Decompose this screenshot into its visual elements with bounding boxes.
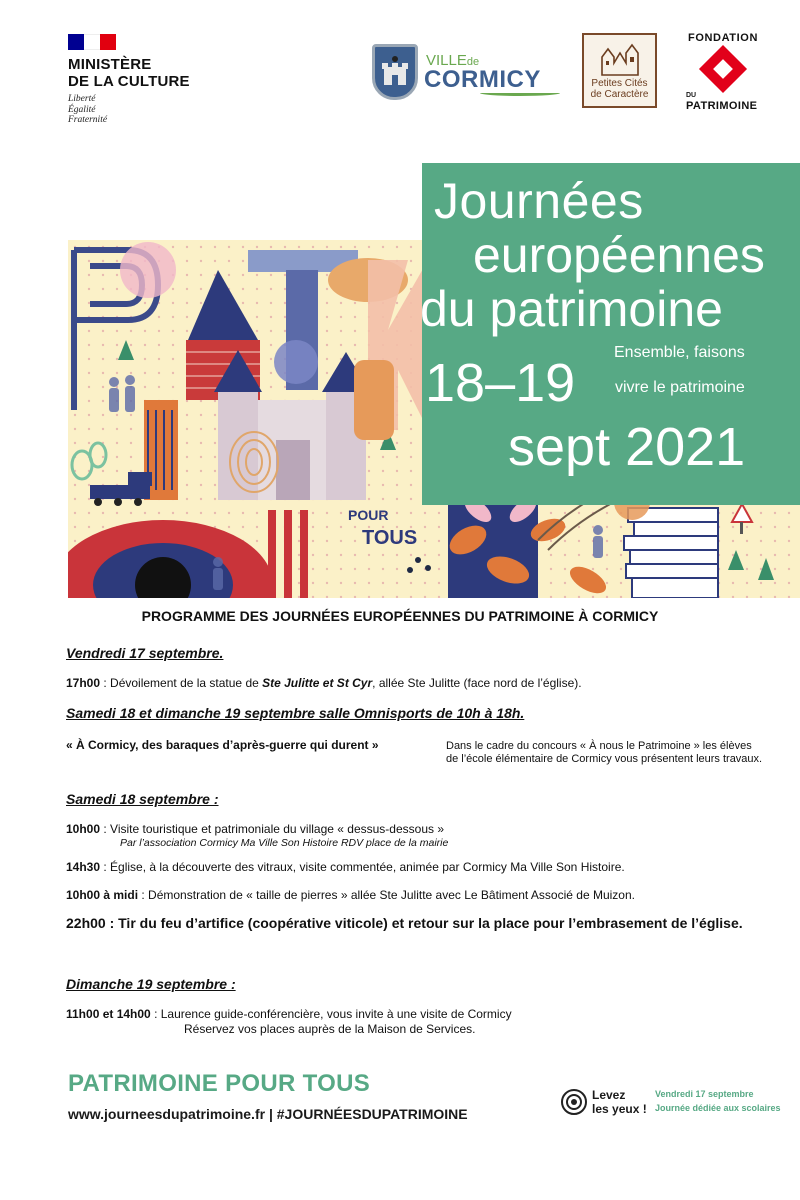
sunday-item: 11h00 et 14h00 : Laurence guide-conférencière, vous invite à une visite de Cormicy <box>66 1007 512 1021</box>
eye-icon <box>560 1088 588 1116</box>
cormicy-shield-icon <box>372 44 418 100</box>
slogan-line-1: Ensemble, faisons <box>614 344 745 361</box>
friday-heading: Vendredi 17 septembre. <box>66 645 224 661</box>
cormicy-swoosh <box>480 90 560 96</box>
ministere-name: MINISTÈRE DE LA CULTURE <box>68 56 190 90</box>
fondation-diamond-icon <box>699 45 747 93</box>
footer-url[interactable]: www.journeesdupatrimoine.fr | #JOURNÉESDUPATRIMOINE <box>68 1106 468 1122</box>
tous-label: TOUS <box>362 527 418 549</box>
sunday-reservation: Réservez vos places auprès de la Maison de Services. <box>184 1022 476 1036</box>
school-day-note: Vendredi 17 septembre Journée dédiée aux scolaires <box>655 1089 781 1113</box>
saturday-item-1-note: Par l’association Cormicy Ma Ville Son Histoire RDV place de la mairie <box>120 837 449 849</box>
event-dates: 18–19 <box>425 353 576 413</box>
levez-les-yeux: Levez les yeux ! <box>592 1088 647 1116</box>
fondation-top: FONDATION <box>688 32 758 44</box>
fondation-du: DU <box>686 92 697 99</box>
fondation-patrimoine-logo <box>680 32 766 112</box>
weekend-heading: Samedi 18 et dimanche 19 septembre salle Omnisports de 10h à 18h. <box>66 705 525 721</box>
title-line-1: Journées <box>434 173 644 229</box>
saturday-fireworks: 22h00 : Tir du feu d’artifice (coopérative viticole) et retour sur la place pour l’embrasement de l’église. <box>66 915 743 931</box>
fondation-bottom: PATRIMOINE <box>686 100 758 112</box>
friday-item: 17h00 : Dévoilement de la statue de Ste Julitte et St Cyr, allée Ste Julitte (face nord de l’église). <box>66 676 582 690</box>
event-month-year: sept 2021 <box>508 417 746 477</box>
cormicy-prefix: VILLEde <box>426 52 480 69</box>
saturday-item-3: 10h00 à midi : Démonstration de « taille de pierres » allée Ste Julitte avec Le Bâtiment Associé de Muizon. <box>66 888 635 902</box>
ministere-culture-logo <box>68 34 228 126</box>
saturday-item-2: 14h30 : Église, à la découverte des vitraux, visite commentée, animée par Cormicy Ma Ville Son Histoire. <box>66 860 625 874</box>
castle-icon <box>584 39 655 79</box>
saturday-item-1: 10h00 : Visite touristique et patrimoniale du village « dessus-dessous » <box>66 822 444 836</box>
pour-label: POUR <box>348 507 389 523</box>
weekend-note-1: Dans le cadre du concours « À nous le Patrimoine » les élèves <box>446 740 752 752</box>
petites-cites-logo <box>582 33 657 108</box>
title-line-3: du patrimoine <box>420 281 723 337</box>
pcc-text: Petites Cités de Caractère <box>590 78 649 100</box>
footer-title: PATRIMOINE POUR TOUS <box>68 1070 371 1097</box>
marianne-flag-icon <box>68 34 116 50</box>
weekend-exhibition-title: « À Cormicy, des baraques d’après-guerre qui durent » <box>66 738 379 752</box>
programme-title: PROGRAMME DES JOURNÉES EUROPÉENNES DU PATRIMOINE À CORMICY <box>141 608 659 624</box>
weekend-note-2: de l’école élémentaire de Cormicy vous présentent leurs travaux. <box>446 753 763 765</box>
title-line-2: européennes <box>473 227 765 283</box>
ministere-motto: Liberté Égalité Fraternité <box>68 94 108 125</box>
slogan-line-2: vivre le patrimoine <box>615 379 745 396</box>
cormicy-name: CORMICY <box>424 66 541 93</box>
saturday-heading: Samedi 18 septembre : <box>66 791 219 807</box>
ville-cormicy-logo <box>370 42 565 104</box>
sunday-heading: Dimanche 19 septembre : <box>66 976 236 992</box>
